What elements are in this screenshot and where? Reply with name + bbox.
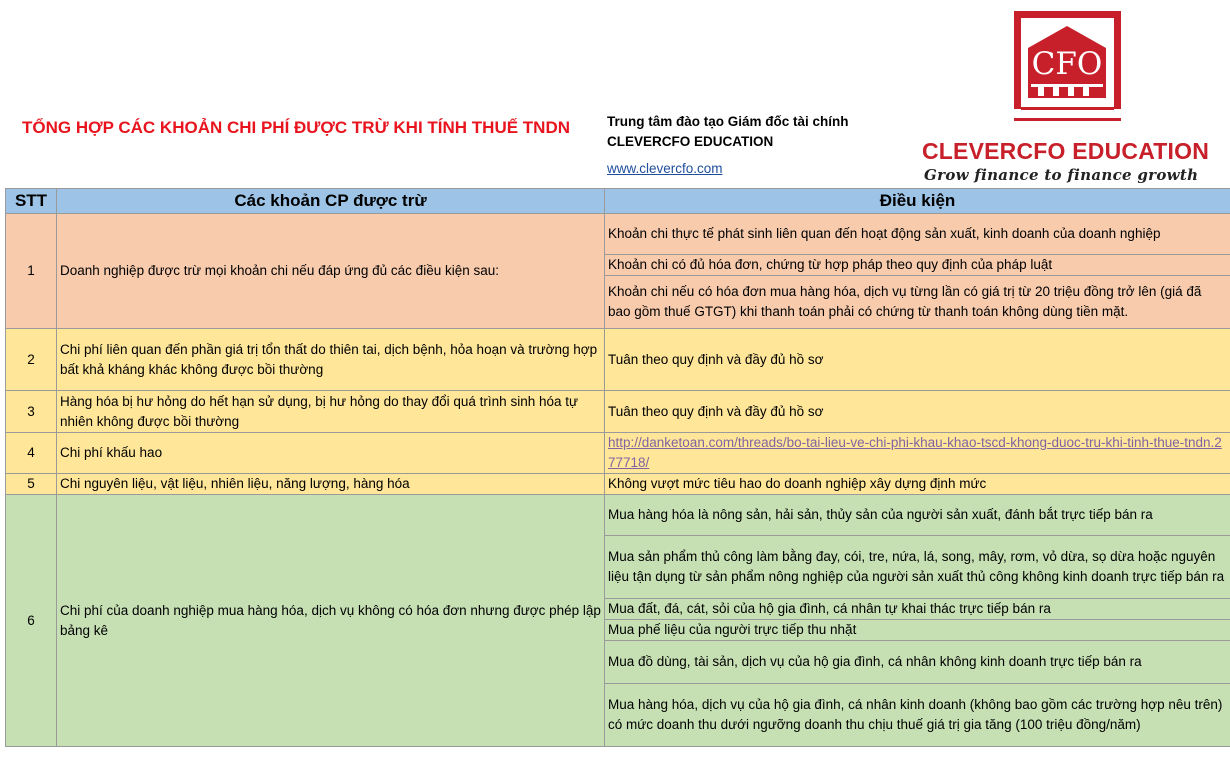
row-stt: 2 (6, 329, 57, 391)
row-condition: Khoản chi nếu có hóa đơn mua hàng hóa, dịch vụ từng lần có giá trị từ 20 triệu đồng trở lên (giá đã bao gồm thuế GTGT) khi thanh toán phải có chứng từ thanh toán không dùng tiền mặt. (605, 276, 1230, 329)
row-item: Doanh nghiệp được trừ mọi khoản chi nếu đáp ứng đủ các điều kiện sau: (57, 214, 605, 329)
row-condition: Khoản chi thực tế phát sinh liên quan đến hoạt động sản xuất, kinh doanh của doanh nghiệp (605, 214, 1230, 255)
clevercfo-logo (918, 8, 1218, 186)
row-condition: Mua phế liệu của người trực tiếp thu nhặt (605, 620, 1230, 641)
reference-link[interactable]: http://danketoan.com/threads/bo-tai-lieu-ve-chi-phi-khau-khao-tscd-khong-duoc-tru-khi-tinh-thue-tndn.277718/ (608, 435, 1222, 470)
row-condition: Mua đồ dùng, tài sản, dịch vụ của hộ gia đình, cá nhân không kinh doanh trực tiếp bán ra (605, 641, 1230, 684)
table-row (6, 214, 1230, 255)
training-center-info (607, 112, 849, 176)
header-stt: STT (6, 189, 57, 214)
table-row (6, 474, 1230, 495)
table-row (6, 391, 1230, 433)
row-condition: Mua đất, đá, cát, sỏi của hộ gia đình, cá nhân tự khai thác trực tiếp bán ra (605, 599, 1230, 620)
logo-tagline: Grow finance to finance growth (924, 166, 1199, 184)
row-condition: Tuân theo quy định và đầy đủ hồ sơ (605, 391, 1230, 433)
header-condition: Điều kiện (605, 189, 1230, 214)
deductible-expenses-table (5, 188, 1230, 747)
row-condition: Không vượt mức tiêu hao do doanh nghiệp xây dựng định mức (605, 474, 1230, 495)
page-title: TỔNG HỢP CÁC KHOẢN CHI PHÍ ĐƯỢC TRỪ KHI TÍNH THUẾ TNDN (22, 118, 571, 137)
cfo-emblem-icon (918, 8, 1218, 138)
row-item: Chi phí khấu hao (57, 433, 605, 474)
row-item: Hàng hóa bị hư hỏng do hết hạn sử dụng, bị hư hỏng do thay đổi quá trình sinh hóa tự nhiên không được bồi thường (57, 391, 605, 433)
row-stt: 5 (6, 474, 57, 495)
row-condition (605, 433, 1230, 474)
row-stt: 4 (6, 433, 57, 474)
row-stt: 1 (6, 214, 57, 329)
header-item: Các khoản CP được trừ (57, 189, 605, 214)
row-condition: Mua hàng hóa, dịch vụ của hộ gia đình, cá nhân kinh doanh (không bao gồm các trường hợp nêu trên) có mức doanh thu dưới ngưỡng doanh thu chịu thuế giá trị gia tăng (100 triệu đồng/năm) (605, 684, 1230, 747)
row-condition: Mua hàng hóa là nông sản, hải sản, thủy sản của người sản xuất, đánh bắt trực tiếp bán ra (605, 495, 1230, 536)
logo-brand: CLEVERCFO EDUCATION (922, 138, 1210, 164)
row-condition: Tuân theo quy định và đầy đủ hồ sơ (605, 329, 1230, 391)
table-row (6, 433, 1230, 474)
emblem-text: CFO (1031, 46, 1103, 82)
website-link[interactable]: www.clevercfo.com (607, 161, 723, 176)
table-row (6, 495, 1230, 536)
row-item: Chi phí của doanh nghiệp mua hàng hóa, dịch vụ không có hóa đơn nhưng được phép lập bảng kê (57, 495, 605, 747)
center-brand: CLEVERCFO EDUCATION (607, 134, 774, 149)
row-condition: Khoản chi có đủ hóa đơn, chứng từ hợp pháp theo quy định của pháp luật (605, 255, 1230, 276)
row-item: Chi phí liên quan đến phần giá trị tổn thất do thiên tai, dịch bệnh, hỏa hoạn và trường hợp bất khả kháng khác không được bồi thường (57, 329, 605, 391)
row-item: Chi nguyên liệu, vật liệu, nhiên liệu, năng lượng, hàng hóa (57, 474, 605, 495)
table-header-row (6, 189, 1230, 214)
row-condition: Mua sản phẩm thủ công làm bằng đay, cói, tre, nứa, lá, song, mây, rơm, vỏ dừa, sọ dừa hoặc nguyên liệu tận dụng từ sản phẩm nông nghiệp của người sản xuất thủ công không kinh doanh trực tiếp bán ra (605, 536, 1230, 599)
center-name: Trung tâm đào tạo Giám đốc tài chính (607, 114, 849, 129)
table-row (6, 329, 1230, 391)
row-stt: 3 (6, 391, 57, 433)
row-stt: 6 (6, 495, 57, 747)
